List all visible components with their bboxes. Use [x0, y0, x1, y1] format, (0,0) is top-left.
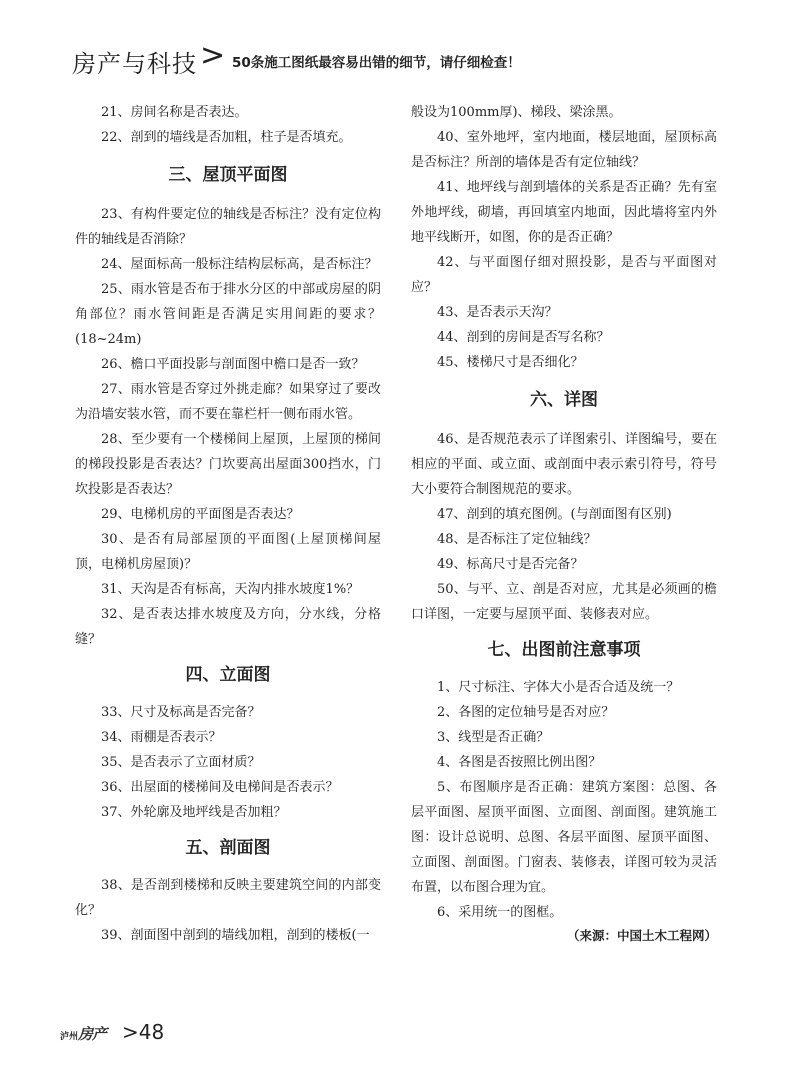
paragraph: 32、是否表达排水坡度及方向，分水线，分格缝？ — [75, 607, 381, 647]
paragraph: 42、与平面图仔细对照投影，是否与平面图对应？ — [411, 255, 717, 295]
source-credit: （来源：中国土木工程网） — [566, 928, 717, 943]
paragraph: 34、雨棚是否表示？ — [101, 730, 222, 745]
paragraph: 般设为100mm厚)、梯段、梁涂黑。 — [411, 105, 622, 120]
paragraph: 6、采用统一的图框。 — [437, 905, 563, 920]
paragraph: 50、与平、立、剖是否对应，尤其是必须画的檐口详图，一定要与屋顶平面、装修表对应。 — [411, 582, 717, 622]
paragraph: 1、尺寸标注、字体大小是否合适及统一？ — [437, 680, 680, 695]
magazine-name: 房产与科技 — [72, 50, 197, 78]
paragraph: 5、布图顺序是否正确：建筑方案图：总图、各层平面图、屋顶平面图、立面图、剖面图。建筑施工图：设计总说明、总图、各层平面图、屋顶平面图、立面图、剖面图。门窗表、装修表，详图可较为灵活布置，以布图合理为宜。 — [411, 780, 717, 895]
brand-city: 泸州 — [60, 1032, 79, 1042]
paragraph: 30、是否有局部屋顶的平面图(上屋顶梯间屋顶，电梯机房屋顶)？ — [75, 532, 381, 572]
paragraph: 48、是否标注了定位轴线？ — [437, 532, 597, 547]
section-heading: 三、屋顶平面图 — [168, 165, 288, 185]
paragraph: 45、楼梯尺寸是否细化？ — [437, 355, 584, 370]
paragraph: 2、各图的定位轴号是否对应？ — [437, 705, 615, 720]
paragraph: 22、剖到的墙线是否加粗，柱子是否填充。 — [101, 130, 352, 145]
section-heading: 四、立面图 — [185, 665, 271, 685]
paragraph: 23、有构件要定位的轴线是否标注？没有定位构件的轴线是否消除？ — [75, 207, 381, 247]
brand-logo — [60, 1023, 106, 1044]
brand-name: 房产 — [78, 1025, 107, 1043]
paragraph: 3、线型是否正确？ — [437, 730, 550, 745]
paragraph: 39、剖面图中剖到的墙线加粗，剖到的楼板(一 — [101, 928, 370, 943]
chevron-right-icon: > — [200, 38, 226, 73]
paragraph: 47、剖到的填充图例。(与剖面图有区别) — [437, 507, 672, 522]
paragraph: 41、地坪线与剖到墙体的关系是否正确？先有室外地坪线，砌墙，再回填室内地面，因此墙将室内外地平线断开，如图，你的是否正确？ — [411, 180, 717, 245]
section-heading: 七、出图前注意事项 — [487, 640, 641, 660]
page-number: >48 — [122, 1020, 165, 1044]
section-heading: 六、详图 — [530, 390, 598, 410]
paragraph: 46、是否规范表示了详图索引、详图编号，要在相应的平面、或立面、或剖面中表示索引符号，符号大小要符合制图规范的要求。 — [411, 432, 717, 497]
paragraph: 38、是否剖到楼梯和反映主要建筑空间的内部变化？ — [75, 878, 381, 918]
paragraph: 40、室外地坪，室内地面，楼层地面，屋顶标高是否标注？所剖的墙体是否有定位轴线？ — [411, 130, 717, 170]
paragraph: 24、屋面标高一般标注结构层标高，是否标注？ — [101, 257, 378, 272]
paragraph: 31、天沟是否有标高，天沟内排水坡度1%？ — [101, 582, 360, 597]
right-column — [411, 100, 717, 947]
article-title: 50条施工图纸最容易出错的细节，请仔细检查！ — [232, 55, 521, 71]
paragraph: 29、电梯机房的平面图是否表达？ — [101, 507, 300, 522]
paragraph: 4、各图是否按照比例出图？ — [437, 755, 602, 770]
paragraph: 43、是否表示天沟？ — [437, 305, 558, 320]
left-column — [75, 100, 381, 948]
paragraph: 27、雨水管是否穿过外挑走廊？如果穿过了要改为沿墙安装水管，而不要在靠栏杆一侧布雨水管。 — [75, 382, 381, 422]
paragraph: 33、尺寸及标高是否完备？ — [101, 705, 261, 720]
paragraph: 44、剖到的房间是否写名称？ — [437, 330, 610, 345]
paragraph: 28、至少要有一个楼梯间上屋顶，上屋顶的梯间的梯段投影是否表达？门坎要高出屋面300挡水，门坎投影是否表达？ — [75, 432, 381, 497]
paragraph: 37、外轮廓及地坪线是否加粗？ — [101, 805, 287, 820]
paragraph: 36、出屋面的楼梯间及电梯间是否表示？ — [101, 780, 339, 795]
paragraph: 21、房间名称是否表达。 — [101, 105, 248, 120]
paragraph: 49、标高尺寸是否完备？ — [437, 557, 584, 572]
paragraph: 26、檐口平面投影与剖面图中檐口是否一致？ — [101, 357, 365, 372]
paragraph: 25、雨水管是否布于排水分区的中部或房屋的阴角部位？雨水管间距是否满足实用间距的要求？(18~24m) — [75, 282, 381, 347]
paragraph: 35、是否表示了立面材质？ — [101, 755, 261, 770]
section-heading: 五、剖面图 — [185, 838, 271, 858]
